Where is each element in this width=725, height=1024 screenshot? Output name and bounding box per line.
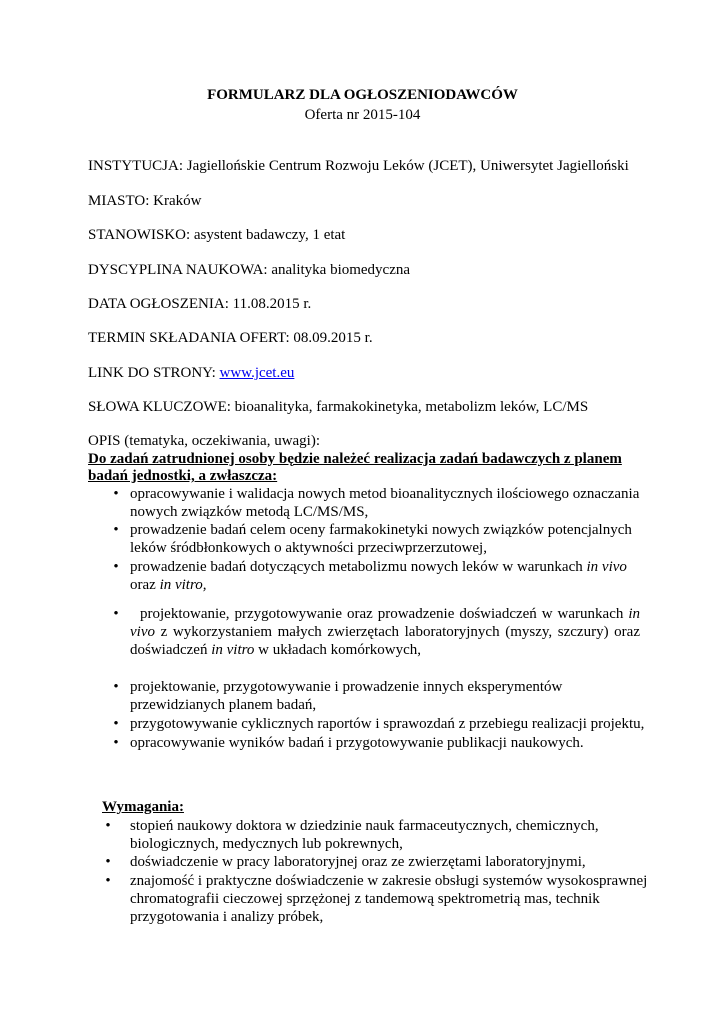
duty-item-4-line2 <box>130 623 640 641</box>
duty-item-1-line1: opracowywanie i walidacja nowych metod bioanalitycznych ilościowego oznaczania <box>130 486 640 502</box>
duty-item-3-text: prowadzenie badań dotyczących metabolizmu nowych leków w warunkach <box>130 559 587 575</box>
city-field: MIASTO: Kraków <box>88 193 202 209</box>
discipline-field: DYSCYPLINA NAUKOWA: analityka biomedyczna <box>88 262 411 278</box>
duty-item-6-line1: przygotowywanie cyklicznych raportów i sprawozdań z przebiegu realizacji projektu, <box>130 716 645 732</box>
duties-heading-line2: badań jednostki, a zwłaszcza: <box>88 468 278 484</box>
bullet-icon: • <box>113 716 119 732</box>
requirement-item-3-line2: chromatografii cieczowej sprzężonej z tandemową spektrometrią mas, technik <box>130 891 600 907</box>
bullet-icon: • <box>105 873 111 889</box>
bullet-icon: • <box>113 679 119 695</box>
duty-item-4-line1 <box>140 605 640 623</box>
duty-item-4-text3: doświadczeń <box>130 642 212 658</box>
duty-item-4-text2: z wykorzystaniem małych zwierzętach laboratoryjnych (myszy, szczury) oraz <box>154 624 640 640</box>
website-field <box>88 364 294 382</box>
requirement-item-2-line1: doświadczenie w pracy laboratoryjnej oraz ze zwierzętami laboratoryjnymi, <box>130 854 586 870</box>
requirement-item-3-line3: przygotowania i analizy próbek, <box>130 909 324 925</box>
requirement-item-3-line1: znajomość i praktyczne doświadczenie w zakresie obsługi systemów wysokosprawnej <box>130 873 648 889</box>
bullet-icon: • <box>113 486 119 502</box>
duty-item-2-line2: leków śródbłonkowych o aktywności przeciwprzerzutowej, <box>130 540 487 556</box>
deadline-field: TERMIN SKŁADANIA OFERT: 08.09.2015 r. <box>88 330 373 346</box>
duty-item-1-line2: nowych związków metodą LC/MS/MS, <box>130 504 369 520</box>
duty-item-5-line1: projektowanie, przygotowywanie i prowadzenie innych eksperymentów <box>130 679 563 695</box>
duty-item-3-text2: oraz <box>130 577 160 593</box>
website-link[interactable]: www.jcet.eu <box>219 365 295 381</box>
duty-item-5-line2: przewidzianych planem badań, <box>130 697 317 713</box>
duty-item-3-line2 <box>130 576 207 594</box>
form-title: FORMULARZ DLA OGŁOSZENIODAWCÓW <box>207 87 518 103</box>
duty-item-4-line3 <box>130 641 421 659</box>
offer-number: Oferta nr 2015-104 <box>304 107 421 123</box>
description-label: OPIS (tematyka, oczekiwania, uwagi): <box>88 433 321 449</box>
bullet-icon: • <box>113 606 119 622</box>
bullet-icon: • <box>113 735 119 751</box>
duty-item-3-italic2: in vitro, <box>159 577 207 593</box>
bullet-icon: • <box>105 854 111 870</box>
announcement-date-field: DATA OGŁOSZENIA: 11.08.2015 r. <box>88 296 312 312</box>
institution-field: INSTYTUCJA: Jagiellońskie Centrum Rozwoju Leków (JCET), Uniwersytet Jagielloński <box>88 158 629 174</box>
requirements-heading: Wymagania: <box>102 799 184 815</box>
bullet-icon: • <box>105 818 111 834</box>
requirement-item-1-line1: stopień naukowy doktora w dziedzinie nauk farmaceutycznych, chemicznych, <box>130 818 599 834</box>
keywords-field: SŁOWA KLUCZOWE: bioanalityka, farmakokinetyka, metabolizm leków, LC/MS <box>88 399 589 415</box>
duty-item-4-italic: in <box>628 606 640 622</box>
duties-heading-line1: Do zadań zatrudnionej osoby będzie należeć realizacja zadań badawczych z planem <box>88 451 622 467</box>
duty-item-3-line1 <box>130 558 627 576</box>
position-field: STANOWISKO: asystent badawczy, 1 etat <box>88 227 346 243</box>
duty-item-4-italic3: in vitro <box>211 642 255 658</box>
duty-item-4-italic2: vivo <box>130 624 155 640</box>
duty-item-7-line1: opracowywanie wyników badań i przygotowywanie publikacji naukowych. <box>130 735 584 751</box>
requirement-item-1-line2: biologicznych, medycznych lub pokrewnych, <box>130 836 403 852</box>
bullet-icon: • <box>113 559 119 575</box>
duty-item-3-italic: in vivo <box>586 559 627 575</box>
website-label: LINK DO STRONY: <box>88 365 220 381</box>
duty-item-4-text4: w układach komórkowych, <box>254 642 422 658</box>
duty-item-4-text: projektowanie, przygotowywanie oraz prowadzenie doświadczeń w warunkach <box>140 606 624 622</box>
duty-item-2-line1: prowadzenie badań celem oceny farmakokinetyki nowych związków potencjalnych <box>130 522 632 538</box>
bullet-icon: • <box>113 522 119 538</box>
